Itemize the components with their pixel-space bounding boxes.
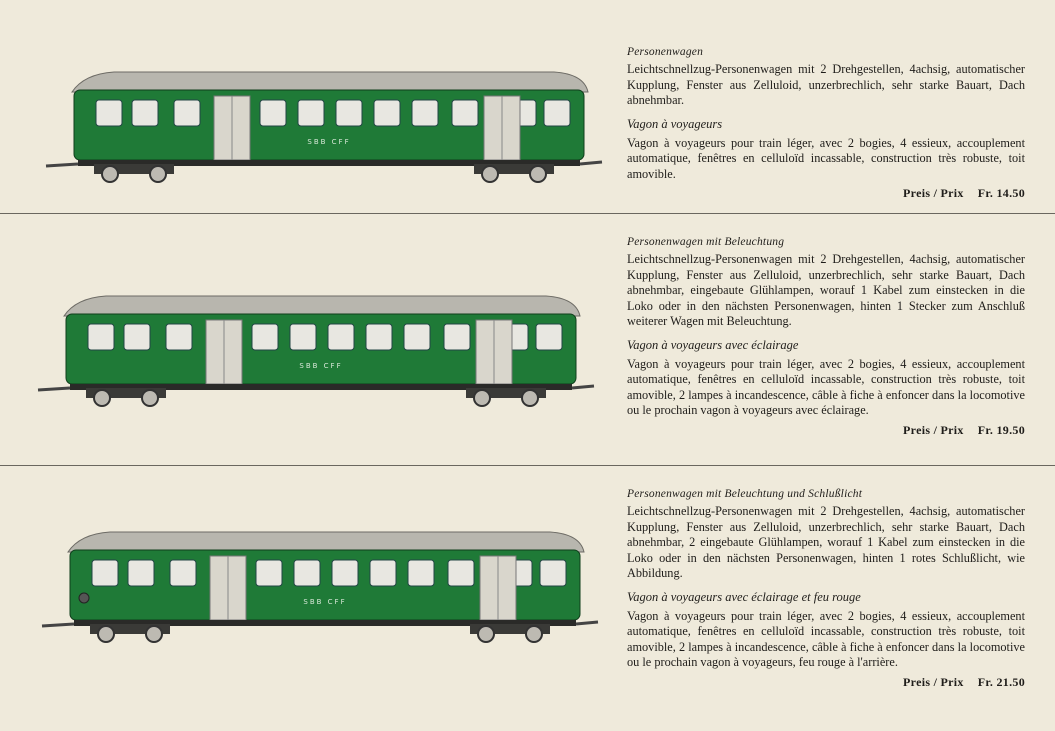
wheel <box>94 390 110 406</box>
price-line <box>627 423 1025 438</box>
coach-roof <box>72 72 588 92</box>
coach-window <box>92 560 118 586</box>
coupler <box>42 624 74 626</box>
coach-window <box>132 100 158 126</box>
coach-illustration-3 <box>40 522 600 662</box>
coach-window <box>252 324 278 350</box>
coach-lettering: SBB CFF <box>307 138 351 146</box>
item-description-fr: Vagon à voyageurs pour train léger, avec 2 bogies, 4 essieux, accouplement automatique, fenêtres en celluloïd incassable, construction très robuste, toit amovible, 2 lampes à incandescence, câble à fiche à enfoncer dans la locomotive ou le prochain vagon à voyageurs, feu rouge à l'arrière. <box>627 608 1025 669</box>
coach-lettering: SBB CFF <box>303 598 347 606</box>
catalog-item-2 <box>0 214 1055 465</box>
coach-window <box>294 560 320 586</box>
wheel <box>526 626 542 642</box>
item-description-de: Leichtschnellzug-Personenwagen mit 2 Drehgestellen, 4achsig, automatischer Kupplung, Fenster aus Zelluloid, unzerbrechlich, sehr starke Bauart, Dach abnehmbar, eingebaute Glühlampen, worauf 1 Kabel zum einstecken in die Loko oder in den nächsten Personenwagen, hinten 1 Stecker zum Anschluß weiterer Wagen mit Beleuchtung. <box>627 252 1025 328</box>
coach-window <box>536 324 562 350</box>
coach-roof <box>64 296 580 316</box>
coach-window <box>370 560 396 586</box>
catalog-item-3 <box>0 466 1055 731</box>
item-title-fr: Vagon à voyageurs avec éclairage et feu rouge <box>627 589 861 604</box>
price-value: Fr. 21.50 <box>977 674 1025 689</box>
coach-roof <box>68 532 584 552</box>
price-value: Fr. 19.50 <box>977 422 1025 437</box>
price-line <box>627 675 1025 690</box>
item-title-de: Personenwagen mit Beleuchtung <box>627 236 785 248</box>
coupler <box>46 164 78 166</box>
item-title-fr: Vagon à voyageurs avec éclairage <box>627 337 799 352</box>
coach-window <box>124 324 150 350</box>
item-description-fr: Vagon à voyageurs pour train léger, avec 2 bogies, 4 essieux, accouplement automatique, fenêtres en celluloïd incassable, construction très robuste, toit amovible, 2 lampes à incandescence, câble à fiche à enfoncer dans la locomotive ou le prochain vagon à voyageurs avec éclairage. <box>627 356 1025 417</box>
coach-window <box>444 324 470 350</box>
wheel <box>150 166 166 182</box>
coach-window <box>544 100 570 126</box>
coupler <box>576 622 598 624</box>
price-label: Preis / Prix <box>903 674 964 689</box>
coach-illustration-1 <box>44 62 604 187</box>
coach-lettering: SBB CFF <box>299 362 343 370</box>
coach-window <box>404 324 430 350</box>
item-title-de: Personenwagen mit Beleuchtung und Schlußlicht <box>627 488 863 500</box>
wheel <box>522 390 538 406</box>
price-line <box>627 186 1025 201</box>
coach-window <box>408 560 434 586</box>
catalog-item-1 <box>0 0 1055 213</box>
wheel <box>530 166 546 182</box>
item-description-fr: Vagon à voyageurs pour train léger, avec 2 bogies, 4 essieux, accouplement automatique, fenêtres en celluloïd incassable, construction très robuste, toit amovible. <box>627 135 1025 181</box>
coach-window <box>332 560 358 586</box>
wheel <box>146 626 162 642</box>
coach-window <box>256 560 282 586</box>
coach-window <box>540 560 566 586</box>
coach-window <box>88 324 114 350</box>
price-label: Preis / Prix <box>903 422 964 437</box>
wheel <box>98 626 114 642</box>
coach-window <box>448 560 474 586</box>
coach-window <box>174 100 200 126</box>
coach-window <box>366 324 392 350</box>
coach-illustration-2 <box>36 286 596 421</box>
wheel <box>102 166 118 182</box>
coach-window <box>452 100 478 126</box>
item-description-de: Leichtschnellzug-Personenwagen mit 2 Drehgestellen, 4achsig, automatischer Kupplung, Fenster aus Zelluloid, unzerbrechlich, sehr starke Bauart, Dach abnehmbar. <box>627 62 1025 107</box>
price-label: Preis / Prix <box>903 186 964 200</box>
item-description-de: Leichtschnellzug-Personenwagen mit 2 Drehgestellen, 4achsig, automatischer Kupplung, Fenster aus Zelluloid, unzerbrechlich, sehr starke Bauart, Dach abnehmbar, 2 eingebaute Glühlampen, worauf 1 Kabel zum einstecken in die Loko oder in den nächsten Personenwagen, hinten 1 rotes Schlußlicht, wie Abbildung. <box>627 504 1025 580</box>
coach-window <box>298 100 324 126</box>
tail-light-icon <box>79 593 89 603</box>
wheel <box>474 390 490 406</box>
coach-window <box>128 560 154 586</box>
item-title-fr: Vagon à voyageurs <box>627 116 723 131</box>
coach-window <box>374 100 400 126</box>
wheel <box>142 390 158 406</box>
wheel <box>478 626 494 642</box>
wheel <box>482 166 498 182</box>
item-title-de: Personenwagen <box>627 46 704 58</box>
coupler <box>580 162 602 164</box>
coach-window <box>96 100 122 126</box>
price-value: Fr. 14.50 <box>977 186 1025 200</box>
coach-window <box>166 324 192 350</box>
coupler <box>572 386 594 388</box>
coach-window <box>328 324 354 350</box>
coach-window <box>412 100 438 126</box>
coach-window <box>336 100 362 126</box>
coach-window <box>290 324 316 350</box>
coach-window <box>170 560 196 586</box>
coupler <box>38 388 70 390</box>
coach-window <box>260 100 286 126</box>
